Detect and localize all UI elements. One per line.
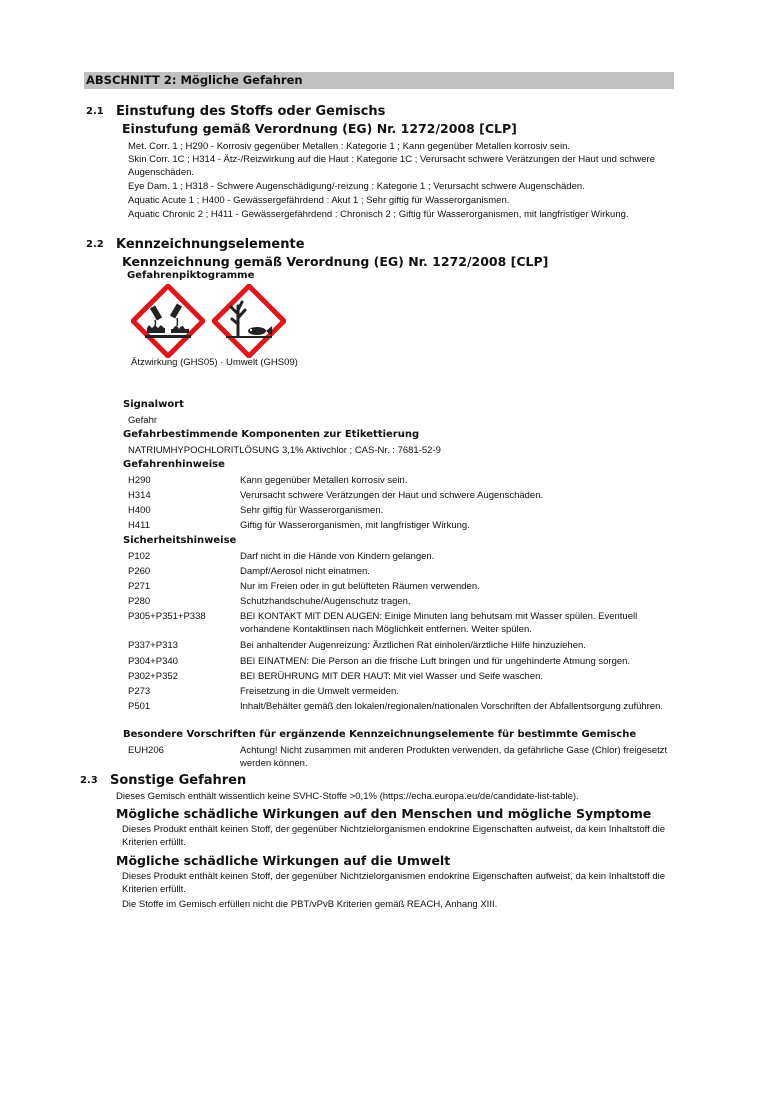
hazard-statement — [128, 489, 688, 502]
subsection-subtitle: Einstufung gemäß Verordnung (EG) Nr. 1272/2008 [CLP] — [122, 121, 517, 136]
hazard-statement — [128, 474, 688, 487]
precautionary-statements-label: Sicherheitshinweise — [123, 535, 237, 546]
precautionary-statement — [128, 670, 688, 683]
pbt-statement: Die Stoffe im Gemisch erfüllen nicht die PBT/vPvB Kriterien gemäß REACH, Anhang XIII. — [122, 899, 498, 910]
statement-code: EUH206 — [128, 745, 164, 756]
ghs05-corrosion-icon — [131, 284, 205, 358]
human-effects-title: Mögliche schädliche Wirkungen auf den Menschen und mögliche Symptome — [116, 806, 652, 821]
statement-text: Sehr giftig für Wasserorganismen. — [240, 505, 384, 516]
statement-code: P302+P352 — [128, 671, 178, 682]
pictograms-caption: Ätzwirkung (GHS05) · Umwelt (GHS09) — [131, 357, 298, 368]
subsection-number: 2.3 — [80, 775, 98, 786]
subsection-title: Kennzeichnungselemente — [116, 237, 305, 252]
statement-text: BEI KONTAKT MIT DEN AUGEN: Einige Minuten lang behutsam mit Wasser spülen. Eventuell vorhandene Kontaktlinsen nach Möglichkeit entfernen. Weiter spülen. — [240, 611, 638, 635]
signal-word-value: Gefahr — [128, 415, 158, 426]
precautionary-statement — [128, 610, 688, 636]
hazard-statements-label: Gefahrenhinweise — [123, 459, 225, 470]
ghs09-environment-icon — [212, 284, 286, 358]
classification-line: Met. Corr. 1 ; H290 - Korrosiv gegenüber Metallen : Kategorie 1 ; Kann gegenüber Metallen korrosiv sein. — [128, 141, 570, 152]
statement-text: Verursacht schwere Verätzungen der Haut und schwere Augenschäden. — [240, 490, 544, 501]
statement-text: Dampf/Aerosol nicht einatmen. — [240, 566, 370, 577]
subsection-title: Einstufung des Stoffs oder Gemischs — [116, 104, 386, 119]
subsection-number: 2.2 — [86, 239, 104, 250]
special-provisions-label: Besondere Vorschriften für ergänzende Kennzeichnungselemente für bestimmte Gemische — [123, 729, 637, 740]
statement-text: Nur im Freien oder in gut belüfteten Räumen verwenden. — [240, 581, 480, 592]
environment-effects-title: Mögliche schädliche Wirkungen auf die Umwelt — [116, 853, 451, 868]
statement-text: BEI EINATMEN: Die Person an die frische Luft bringen und für ungehinderte Atmung sorgen. — [240, 656, 631, 667]
statement-text: Darf nicht in die Hände von Kindern gelangen. — [240, 551, 435, 562]
subsection-title: Sonstige Gefahren — [110, 773, 247, 788]
precautionary-statement — [128, 550, 688, 563]
statement-code: H290 — [128, 475, 151, 486]
hazard-statement — [128, 504, 688, 517]
svhc-statement: Dieses Gemisch enthält wissentlich keine SVHC-Stoffe >0,1% (https://echa.europa.eu/de/candidate-list-table). — [116, 791, 579, 802]
statement-code: P273 — [128, 686, 151, 697]
precautionary-statement — [128, 700, 688, 713]
statement-code: P337+P313 — [128, 640, 178, 651]
statement-code: P102 — [128, 551, 151, 562]
precautionary-statement — [128, 685, 688, 698]
pictograms-label: Gefahrenpiktogramme — [127, 270, 255, 281]
statement-text: Inhalt/Behälter gemäß den lokalen/regionalen/nationalen Vorschriften der Abfallentsorgung zuführen. — [240, 701, 664, 712]
components-label: Gefahrbestimmende Komponenten zur Etikettierung — [123, 429, 420, 440]
statement-code: P305+P351+P338 — [128, 611, 206, 622]
statement-code: P501 — [128, 701, 151, 712]
statement-text: Giftig für Wasserorganismen, mit langfristiger Wirkung. — [240, 520, 470, 531]
statement-text: Bei anhaltender Augenreizung: Ärztlichen Rat einholen/ärztliche Hilfe hinzuziehen. — [240, 640, 586, 651]
statement-text: Freisetzung in die Umwelt vermeiden. — [240, 686, 399, 697]
statement-text: Schutzhandschuhe/Augenschutz tragen. — [240, 596, 411, 607]
subsection-subtitle: Kennzeichnung gemäß Verordnung (EG) Nr. 1272/2008 [CLP] — [122, 254, 549, 269]
statement-code: P271 — [128, 581, 151, 592]
statement-code: H400 — [128, 505, 151, 516]
statement-text: BEI BERÜHRUNG MIT DER HAUT: Mit viel Wasser und Seife waschen. — [240, 671, 544, 682]
precautionary-statement — [128, 565, 688, 578]
components-value: NATRIUMHYPOCHLORITLÖSUNG 3,1% Aktivchlor ; CAS-Nr. : 7681-52-9 — [128, 445, 441, 456]
statement-code: P304+P340 — [128, 656, 178, 667]
classification-line: Eye Dam. 1 ; H318 - Schwere Augenschädigung/-reizung : Kategorie 1 ; Verursacht schwere Augenschäden. — [128, 181, 585, 192]
statement-code: P260 — [128, 566, 151, 577]
statement-text: Kann gegenüber Metallen korrosiv sein. — [240, 475, 408, 486]
statement-code: H411 — [128, 520, 151, 531]
classification-line: Skin Corr. 1C ; H314 - Ätz-/Reizwirkung auf die Haut : Kategorie 1C ; Verursacht schwere Verätzungen der Haut und schwere Augenschäden. — [128, 154, 655, 178]
subsection-number: 2.1 — [86, 106, 104, 117]
environment-effects-text: Dieses Produkt enthält keinen Stoff, der gegenüber Nichtzielorganismen endokrine Eigenschaften aufweist, da kein Inhaltstoff die Kriterien erfüllt. — [122, 871, 666, 895]
precautionary-statement — [128, 595, 688, 608]
section-header: ABSCHNITT 2: Mögliche Gefahren — [84, 72, 674, 89]
signal-word-label: Signalwort — [123, 399, 184, 410]
statement-code: P280 — [128, 596, 151, 607]
precautionary-statement — [128, 580, 688, 593]
classification-line: Aquatic Acute 1 ; H400 - Gewässergefährdend : Akut 1 ; Sehr giftig für Wasserorganismen. — [128, 195, 510, 206]
classification-line: Aquatic Chronic 2 ; H411 - Gewässergefährdend : Chronisch 2 ; Giftig für Wasserorganismen, mit langfristiger Wirkung. — [128, 209, 629, 220]
statement-text: Achtung! Nicht zusammen mit anderen Produkten verwenden, da gefährliche Gase (Chlor) freigesetzt werden können. — [240, 745, 668, 769]
hazard-statement — [128, 519, 688, 532]
precautionary-statement — [128, 655, 688, 668]
human-effects-text: Dieses Produkt enthält keinen Stoff, der gegenüber Nichtzielorganismen endokrine Eigenschaften aufweist, da kein Inhaltstoff die Kriterien erfüllt. — [122, 824, 666, 848]
precautionary-statement — [128, 639, 688, 652]
special-provision-statement — [128, 744, 688, 770]
statement-code: H314 — [128, 490, 151, 501]
